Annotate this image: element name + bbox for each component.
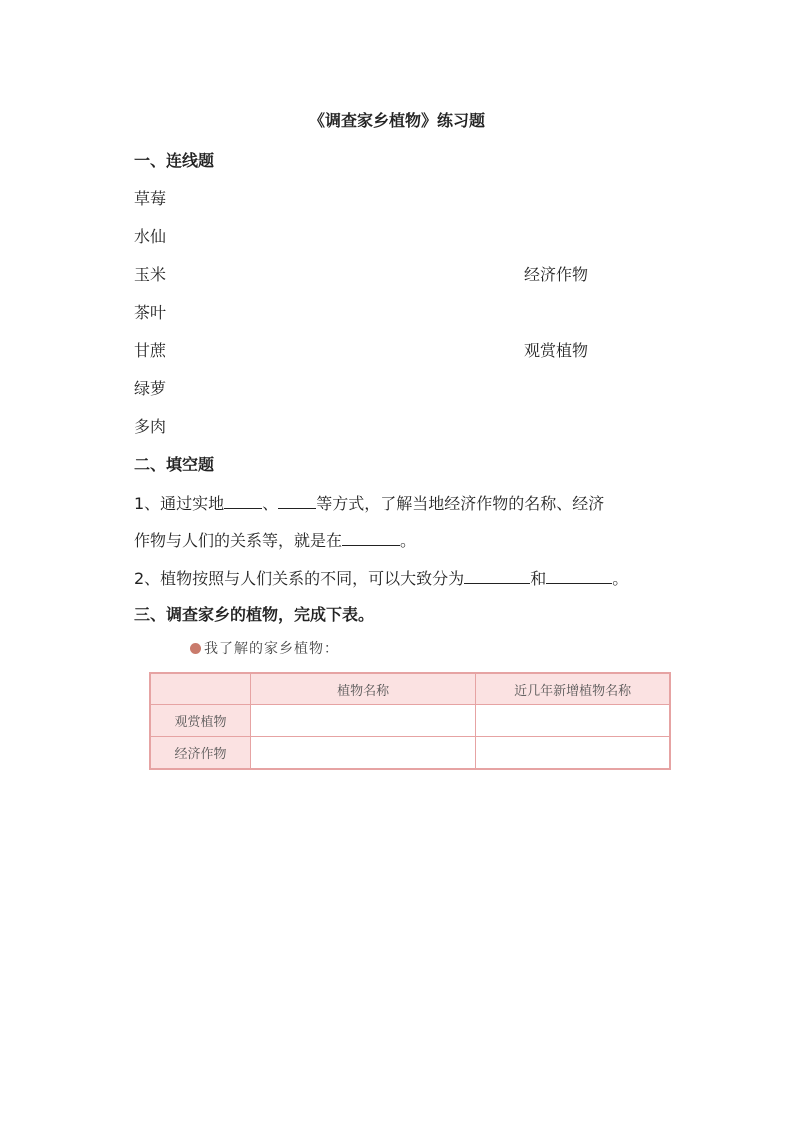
left-item-narcissus: 水仙 (134, 227, 167, 246)
table-row (150, 737, 670, 770)
q2-end: 。 (612, 569, 629, 588)
question-1-line-2 (134, 528, 416, 551)
left-item-tea: 茶叶 (134, 303, 167, 322)
table-header-new-plant-name: 近几年新增植物名称 (476, 673, 670, 705)
row-label-ornamental: 观赏植物 (150, 705, 251, 737)
q2-blank-2[interactable] (546, 567, 612, 584)
q2-blank-1[interactable] (464, 567, 530, 584)
question-2 (134, 566, 628, 589)
plant-survey-table (149, 672, 671, 770)
table-header-plant-name: 植物名称 (251, 673, 476, 705)
table-cell-input[interactable] (476, 705, 670, 737)
row-label-economic: 经济作物 (150, 737, 251, 770)
table-caption (190, 638, 339, 658)
q1-blank-1[interactable] (224, 492, 262, 509)
q1-blank-2[interactable] (278, 492, 316, 509)
q2-text-1: 2、植物按照与人们关系的不同，可以大致分为 (134, 569, 465, 588)
left-item-sugarcane: 甘蔗 (134, 341, 167, 360)
bullet-dot-icon (190, 643, 201, 654)
table-row (150, 705, 670, 737)
left-item-corn: 玉米 (134, 265, 167, 284)
section1-heading: 一、连线题 (134, 151, 215, 170)
page-title: 《调查家乡植物》练习题 (308, 111, 485, 130)
section3-heading: 三、调查家乡的植物，完成下表。 (134, 605, 375, 624)
left-item-pothos: 绿萝 (134, 379, 167, 398)
section2-heading: 二、填空题 (134, 455, 215, 474)
table-header-empty (150, 673, 251, 705)
left-item-succulent: 多肉 (134, 417, 167, 436)
q1-sep: 、 (262, 494, 279, 513)
table-cell-input[interactable] (476, 737, 670, 770)
table-cell-input[interactable] (251, 737, 476, 770)
question-1-line-1 (134, 491, 604, 514)
q2-and: 和 (530, 569, 547, 588)
q1-end: 。 (400, 531, 417, 550)
table-header-row (150, 673, 670, 705)
left-item-strawberry: 草莓 (134, 189, 167, 208)
table-caption-text: 我了解的家乡植物： (204, 641, 339, 657)
right-item-economic-crop: 经济作物 (524, 265, 589, 284)
right-item-ornamental-plant: 观赏植物 (524, 341, 589, 360)
q1-blank-3[interactable] (342, 529, 400, 546)
q1-text-2: 等方式，了解当地经济作物的名称、经济 (316, 494, 605, 513)
table-cell-input[interactable] (251, 705, 476, 737)
q1-text-3: 作物与人们的关系等，就是在 (134, 531, 343, 550)
q1-text-1: 1、通过实地 (134, 494, 225, 513)
